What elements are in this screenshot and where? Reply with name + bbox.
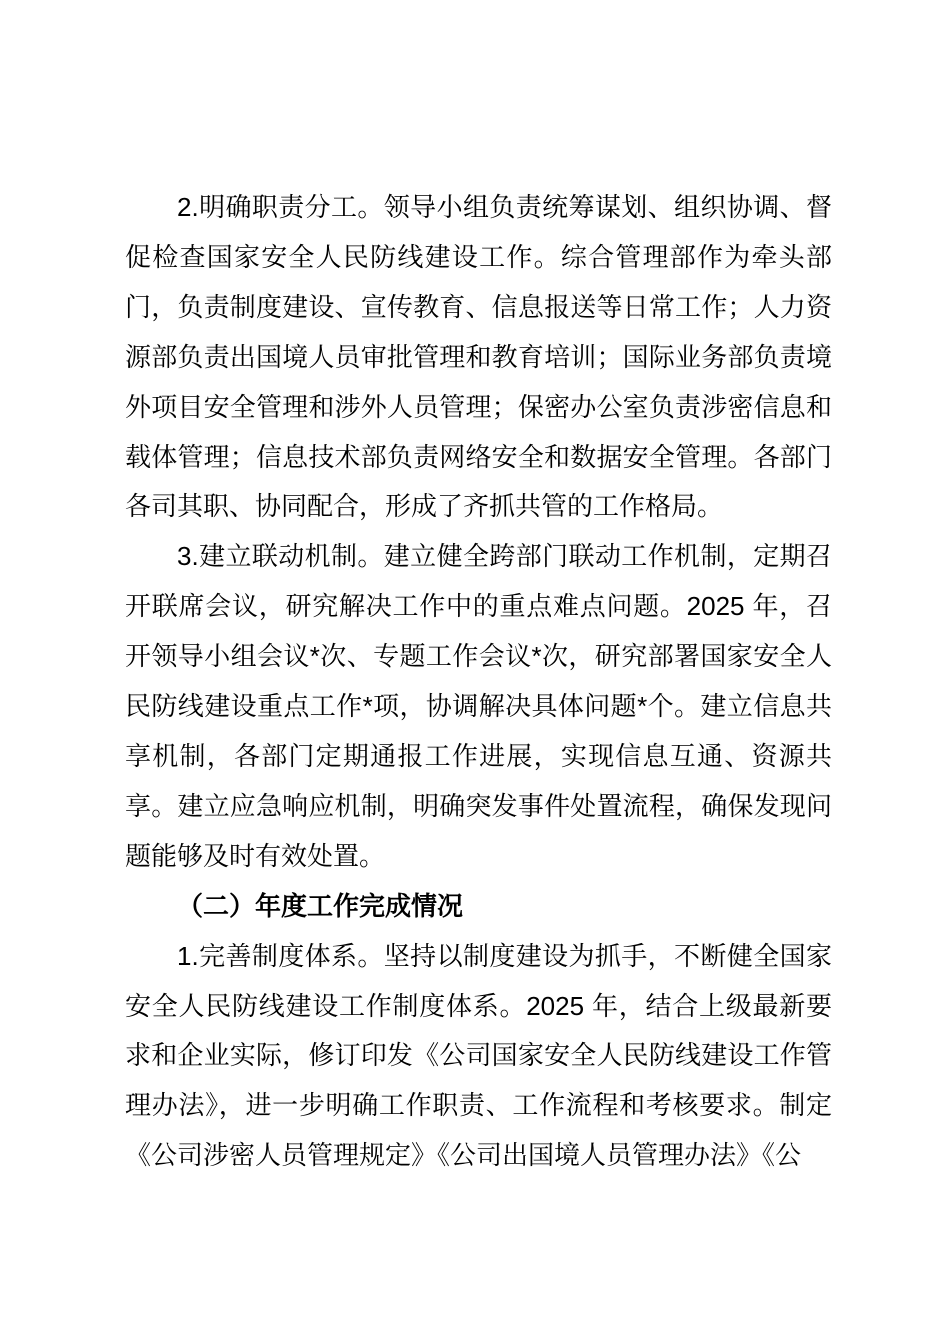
text-line: 理办法》，进一步明确工作职责、工作流程和考核要求。制定 (125, 1090, 832, 1121)
text-line: 享机制，各部门定期通报工作进展，实现信息互通、资源共 (125, 740, 832, 771)
text-line: 开联席会议，研究解决工作中的重点难点问题。2025 年，召 (125, 591, 832, 622)
text-line: 安全人民防线建设工作制度体系。2025 年，结合上级最新要 (125, 990, 832, 1021)
body-paragraph (125, 183, 832, 532)
text-line: 求和企业实际，修订印发《公司国家安全人民防线建设工作管 (125, 1040, 832, 1071)
section-heading (125, 882, 832, 932)
text-line: 题能够及时有效处置。 (125, 840, 386, 871)
text-line: 《公司涉密人员管理规定》《公司出国境人员管理办法》《公 (125, 1140, 802, 1171)
text-line: 民防线建设重点工作*项，协调解决具体问题*个。建立信息共 (125, 691, 832, 722)
body-paragraph (125, 932, 832, 1182)
document-content (125, 183, 832, 1181)
text-line: 享。建立应急响应机制，明确突发事件处置流程，确保发现问 (125, 790, 832, 821)
text-line: 开领导小组会议*次、专题工作会议*次，研究部署国家安全人 (125, 641, 832, 672)
text-line: 载体管理；信息技术部负责网络安全和数据安全管理。各部门 (125, 441, 832, 472)
text-line: 2.明确职责分工。领导小组负责统筹谋划、组织协调、督 (177, 192, 832, 222)
text-line: 3.建立联动机制。建立健全跨部门联动工作机制，定期召 (177, 541, 832, 572)
text-line: 各司其职、协同配合，形成了齐抓共管的工作格局。 (125, 491, 724, 522)
text-line: 门，负责制度建设、宣传教育、信息报送等日常工作；人力资 (125, 291, 832, 322)
text-line: 外项目安全管理和涉外人员管理；保密办公室负责涉密信息和 (125, 391, 832, 422)
text-line: （二）年度工作完成情况 (177, 890, 464, 921)
text-line: 促检查国家安全人民防线建设工作。综合管理部作为牵头部 (125, 241, 832, 272)
text-line: 源部负责出国境人员审批管理和教育培训；国际业务部负责境 (125, 341, 832, 372)
text-line: 1.完善制度体系。坚持以制度建设为抓手，不断健全国家 (177, 940, 832, 971)
body-paragraph (125, 532, 832, 881)
